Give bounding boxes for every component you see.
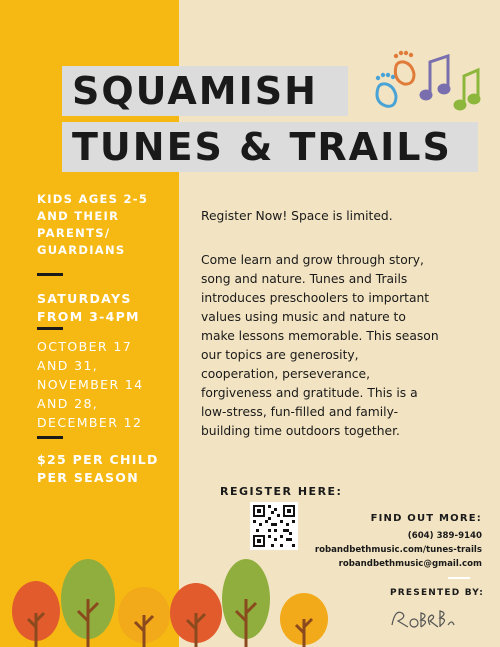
- schedule-text: SATURDAYS FROM 3-4PM: [37, 291, 140, 324]
- tree-icon: [61, 559, 115, 647]
- title-line-1: SQUAMISH: [62, 66, 348, 116]
- presented-by-label: PRESENTED BY:: [390, 588, 485, 598]
- website-link[interactable]: robandbethmusic.com/tunes-trails: [314, 545, 482, 555]
- dates-text: OCTOBER 17 AND 31, NOVEMBER 14 AND 28, DECEMBER 12: [37, 339, 144, 430]
- divider: [37, 327, 63, 330]
- rob-beth-signature-logo: [388, 605, 458, 633]
- divider: [448, 577, 470, 579]
- music-note-icon: [455, 70, 479, 109]
- tree-icon: [280, 593, 328, 647]
- footprints-music-icon: [372, 48, 484, 114]
- divider: [37, 436, 63, 439]
- divider: [37, 273, 63, 276]
- email-link[interactable]: robandbethmusic@gmail.com: [338, 559, 482, 569]
- trees-illustration: [0, 555, 340, 647]
- register-now-text: Register Now! Space is limited.: [201, 209, 393, 223]
- price-text: $25 PER CHILD PER SEASON: [37, 452, 159, 485]
- music-note-icon: [421, 56, 449, 99]
- footprints-icon: [376, 51, 414, 106]
- tree-icon: [12, 581, 60, 647]
- tree-icon: [170, 583, 222, 647]
- register-here-label: REGISTER HERE:: [220, 485, 343, 498]
- tree-icon: [222, 559, 270, 647]
- audience-text: KIDS AGES 2-5 AND THEIR PARENTS/ GUARDIANS: [37, 192, 149, 257]
- phone-number[interactable]: (604) 389-9140: [407, 531, 482, 541]
- description-text: Come learn and grow through story, song and nature. Tunes and Trails introduces preschoolers to important values using music and nature to make lessons memorable. This season our topics are generosity, cooperation, perseverance, forgiveness and gratitude. This is a low-stress, fun-filled and family- building time outdoors together.: [201, 253, 439, 438]
- title-line-2: TUNES & TRAILS: [62, 122, 478, 172]
- qr-code-icon[interactable]: [250, 502, 298, 550]
- tree-icon: [118, 587, 170, 647]
- find-out-heading: FIND OUT MORE:: [370, 513, 482, 524]
